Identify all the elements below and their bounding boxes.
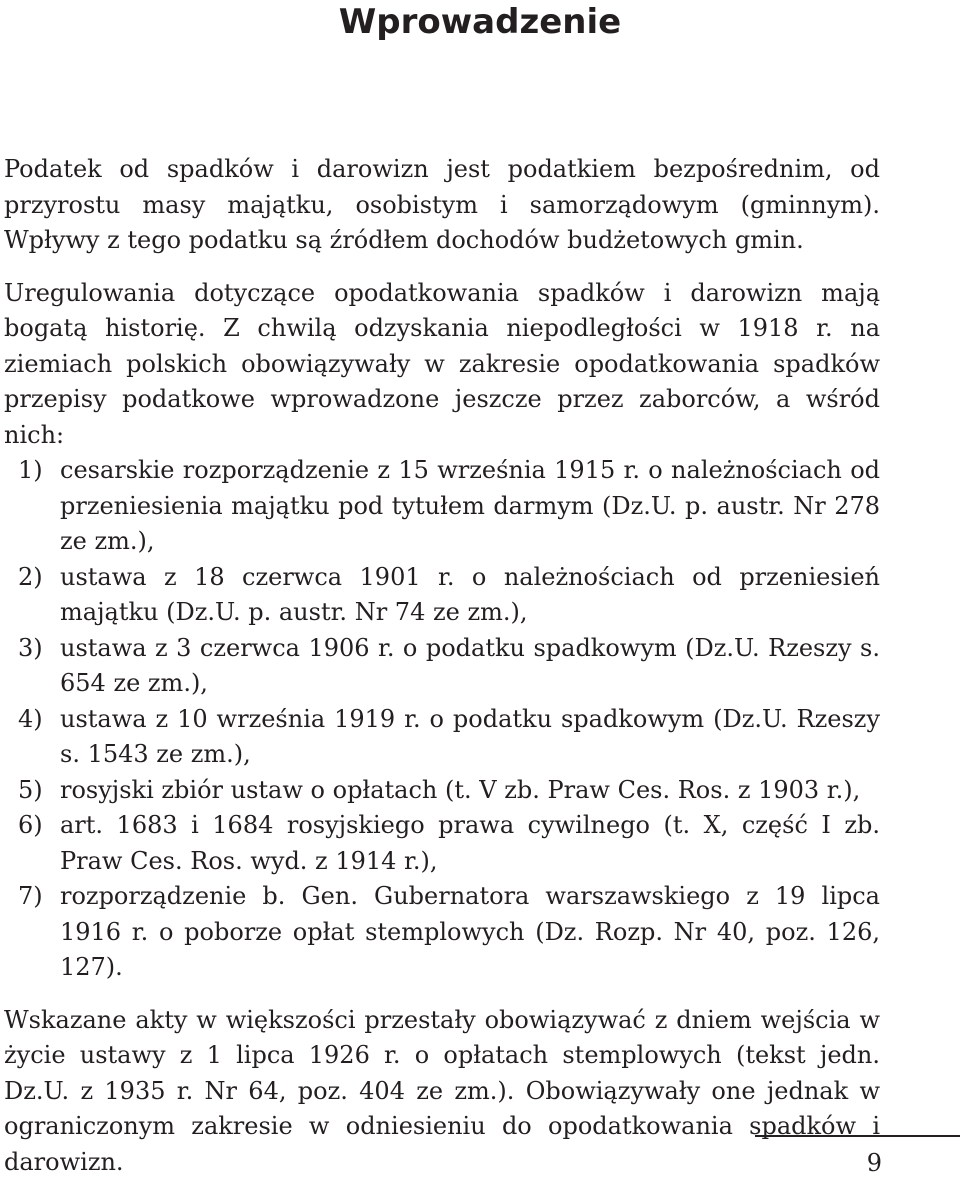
list-item-number: 3) <box>18 631 43 667</box>
list-item-text: art. 1683 i 1684 rosyjskiego prawa cywilnego (t. X, część I zb. Praw Ces. Ros. wyd. z 1914 r.), <box>60 811 880 875</box>
paragraph-intro: Podatek od spadków i darowizn jest podatkiem bezpośrednim, od przyrostu masy majątku, osobistym i samorządowym (gminnym). Wpływy z tego podatku są źródłem dochodów budżetowych gmin. <box>4 152 880 259</box>
paragraph-history: Uregulowania dotyczące opodatkowania spadków i darowizn mają bogatą historię. Z chwilą odzyskania niepodległości w 1918 r. na ziemiach polskich obowiązywały w zakresie opodatkowania spadków przepisy podatkowe wprowadzone jeszcze przez zaborców, a wśród nich: <box>4 276 880 454</box>
paragraph-conclusion: Wskazane akty w większości przestały obowiązywać z dniem wejścia w życie ustawy z 1 lipca 1926 r. o opłatach stemplowych (tekst jedn. Dz.U. z 1935 r. Nr 64, poz. 404 ze zm.). Obowiązywały one jednak w ograniczonym zakresie w odniesieniu do opodatkowania spadków i darowizn. <box>4 1003 880 1180</box>
list-item-number: 7) <box>18 879 43 915</box>
list-item-text: ustawa z 18 czerwca 1901 r. o należnościach od przeniesień majątku (Dz.U. p. austr. Nr 74 ze zm.), <box>60 563 880 627</box>
list-item-text: rosyjski zbiór ustaw o opłatach (t. V zb. Praw Ces. Ros. z 1903 r.), <box>60 776 860 804</box>
list-item <box>4 773 880 809</box>
list-item-text: ustawa z 10 września 1919 r. o podatku spadkowym (Dz.U. Rzeszy s. 1543 ze zm.), <box>60 705 880 769</box>
list-item-number: 5) <box>18 773 43 809</box>
list-item <box>4 453 880 560</box>
list-item <box>4 702 880 773</box>
list-item <box>4 879 880 986</box>
body-text <box>4 152 880 1180</box>
list-item <box>4 560 880 631</box>
list-item-number: 6) <box>18 808 43 844</box>
list-item <box>4 631 880 702</box>
page-title: Wprowadzenie <box>0 0 960 44</box>
page-number: 9 <box>867 1147 882 1179</box>
list-item-text: rozporządzenie b. Gen. Gubernatora warszawskiego z 19 lipca 1916 r. o poborze opłat stemplowych (Dz. Rozp. Nr 40, poz. 126, 127). <box>60 882 880 981</box>
list-item-text: cesarskie rozporządzenie z 15 września 1915 r. o należnościach od przeniesienia majątku pod tytułem darmym (Dz.U. p. austr. Nr 278 ze zm.), <box>60 456 880 555</box>
list-item <box>4 808 880 879</box>
list-item-text: ustawa z 3 czerwca 1906 r. o podatku spadkowym (Dz.U. Rzeszy s. 654 ze zm.), <box>60 634 880 698</box>
paragraph-gap <box>4 259 880 276</box>
list-item-number: 2) <box>18 560 43 596</box>
paragraph-gap <box>4 986 880 1003</box>
law-list <box>4 453 880 986</box>
list-item-number: 1) <box>18 453 43 489</box>
list-item-number: 4) <box>18 702 43 738</box>
footer-divider <box>755 1135 960 1137</box>
